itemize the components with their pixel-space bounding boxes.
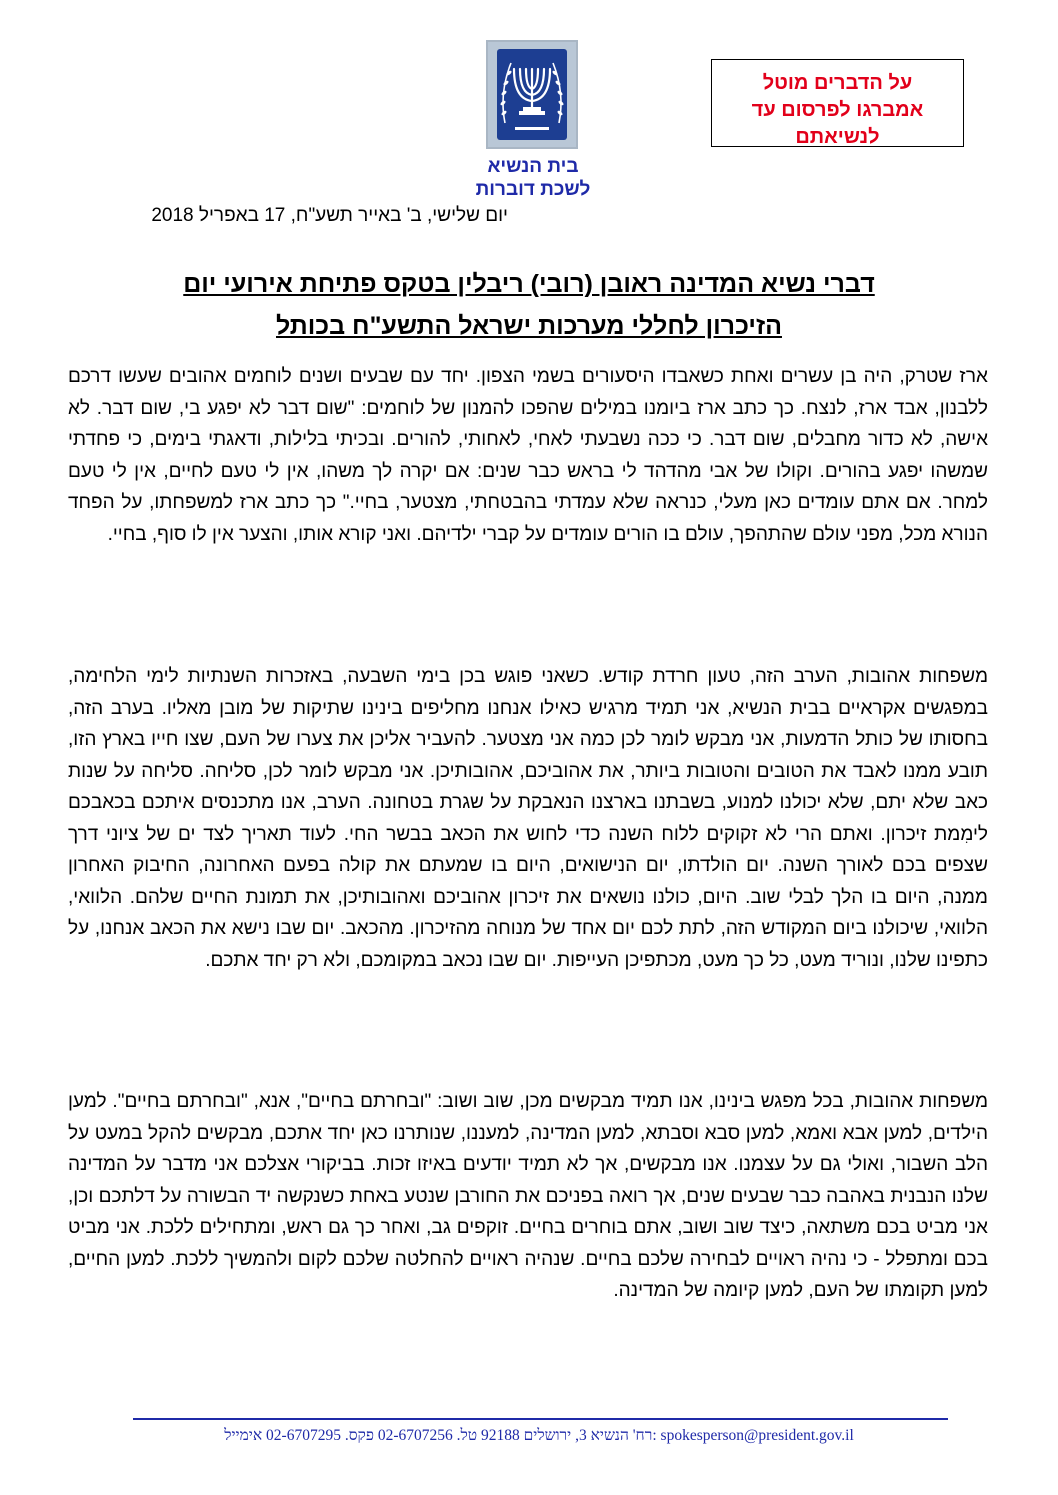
- title-line: דברי נשיא המדינה ראובן (רובי) ריבלין בטקס פתיחת אירועי יום: [183, 270, 875, 298]
- embargo-line: אמברגו לפרסום עד: [751, 99, 924, 121]
- embargo-line: לנשיאתם: [795, 126, 880, 147]
- emblem-of-israel-icon: [486, 40, 578, 149]
- body-paragraph: משפחות אהובות, בכל מפגש בינינו, אנו תמיד מבקשים מכן, שוב ושוב: "ובחרתם בחיים", אנא, "ובחרתם בחיים". למען הילדים, למען אבא ואמא, למען סבא וסבתא, למען המדינה, למעננו, שנותרנו כאן יחד אתכם, מבקשים להקל במעט על הלב השבור, ואולי גם על עצמנו. אנו מבקשים, אך לא תמיד יודעים באיזו זכות. בביקורי אצלכם אני מדבר על המדינה שלנו הנבנית באהבה כבר שבעים שנים, אך רואה בפניכם את החורבן שנטע באחת כשנקשה יד הבשורה על דלתכם וכן, אני מביט בכם משתאה, כיצד שוב ושוב, אתם בוחרים בחיים. זוקפים גב, ואחר כך גם ראש, ומתחילים ללכת. אני מביט בכם ומתפלל - כי נהיה ראויים לבחירה שלכם בחיים. שנהיה ראויים להחלטה שלכם לקום ולהמשיך ללכת. למען החיים, למען תקומתו של העם, למען קיומה של המדינה.: [68, 1091, 988, 1301]
- title-line: הזיכרון לחללי מערכות ישראל התשע"ח בכותל: [276, 312, 782, 340]
- footer-divider: [133, 1418, 948, 1420]
- office-name: [420, 155, 646, 201]
- document-date: יום שלישי, ב' באייר תשע"ח, 17 באפריל 2018: [151, 205, 508, 226]
- office-line-president-house: בית הנשיא: [487, 156, 579, 177]
- embargo-notice-box: [711, 59, 964, 147]
- footer-contact-info: רח' הנשיא 3, ירושלים 92188 טל. 02-6707256 פקס. 02-6707295 אימייל: spokesperson@president.gov.il: [224, 1427, 854, 1444]
- office-line-spokesperson: לשכת דוברות: [475, 179, 591, 200]
- body-paragraph: משפחות אהובות, הערב הזה, טעון חרדת קודש. כשאני פוגש בכן בימי השבעה, באזכרות השנתיות לימי הלחימה, במפגשים אקראיים בבית הנשיא, אני תמיד מרגיש כאילו אנחנו מחליפים בינינו שתיקות של מובן מאליו. בערב הזה, בחסותו של כותל הדמעות, אני מבקש לומר לכן כמה אני מצטער. להעביר אליכן את צערו של העם, שצו חייו בארץ הזו, תובע ממנו לאבד את הטובים והטובות ביותר, את אהוביכם, אהובותיכן. אני מבקש לומר לכן, סליחה. סליחה על שנות כאב שלא יתם, שלא יכולנו למנוע, בשבתנו בארצנו הנאבקת על שגרת בטחונה. הערב, אנו מתכנסים איתכם בכאבכם לימִמת זיכרון. ואתם הרי לא זקוקים ללוח השנה כדי לחוש את הכאב בבשר החי. לעוד תאריך לצד ים של ציוני דרך שצפים בכם לאורך השנה. יום הולדתו, יום הנישואים, היום בו שמעתם את קולה בפעם האחרונה, החיבוק האחרון ממנה, היום בו הלך לבלי שוב. היום, כולנו נושאים את זיכרון אהוביכם ואהובותיכן, את תמונת החיים שלהם. הלוואי, הלוואי, שיכולנו ביום המקודש הזה, לתת לכם יום אחד של מנוחה מהזיכרון. מהכאב. יום שבו נישא את הכאב אנחנו, על כתפינו שלנו, ונוריד מעט, כל כך מעט, מכתפיכן העייפות. יום שבו נכאב במקומכם, ולא רק יחד אתכם.: [68, 666, 988, 971]
- document-title: [70, 263, 988, 347]
- menorah-emblem-graphic: [489, 43, 575, 146]
- embargo-line: על הדברים מוטל: [762, 72, 913, 94]
- body-paragraph: ארז שטרק, היה בן עשרים ואחת כשאבדו היסעורים בשמי הצפון. יחד עם שבעים ושנים לוחמים אהובים שעשו דרכם ללבנון, אבד ארז, לנצח. כך כתב ארז ביומנו במילים שהפכו להמנון של לוחמים: "שום דבר לא יפגע בי, שום דבר. לא אישה, לא כדור מחבלים, שום דבר. כי ככה נשבעתי לאחי, לאחותי, להורים. ובכיתי בלילות, ודאגתי בימים, כי פחדתי שמשהו יפגע בהורים. וקולו של אבי מהדהד לי בראש כבר שנים: אם יקרה לך משהו, אין לי טעם לחיים, אין לי טעם למחר. אם אתם עומדים כאן מעלי, כנראה שלא עמדתי בהבטחתי, מצטער, בחיי." כך כתב ארז למשפחתו, על הפחד הנורא מכל, מפני עולם שהתהפך, עולם בו הורים עומדים על קברי ילדיהם. ואני קורא אותו, והצער אין לו סוף, בחיי.: [68, 366, 988, 545]
